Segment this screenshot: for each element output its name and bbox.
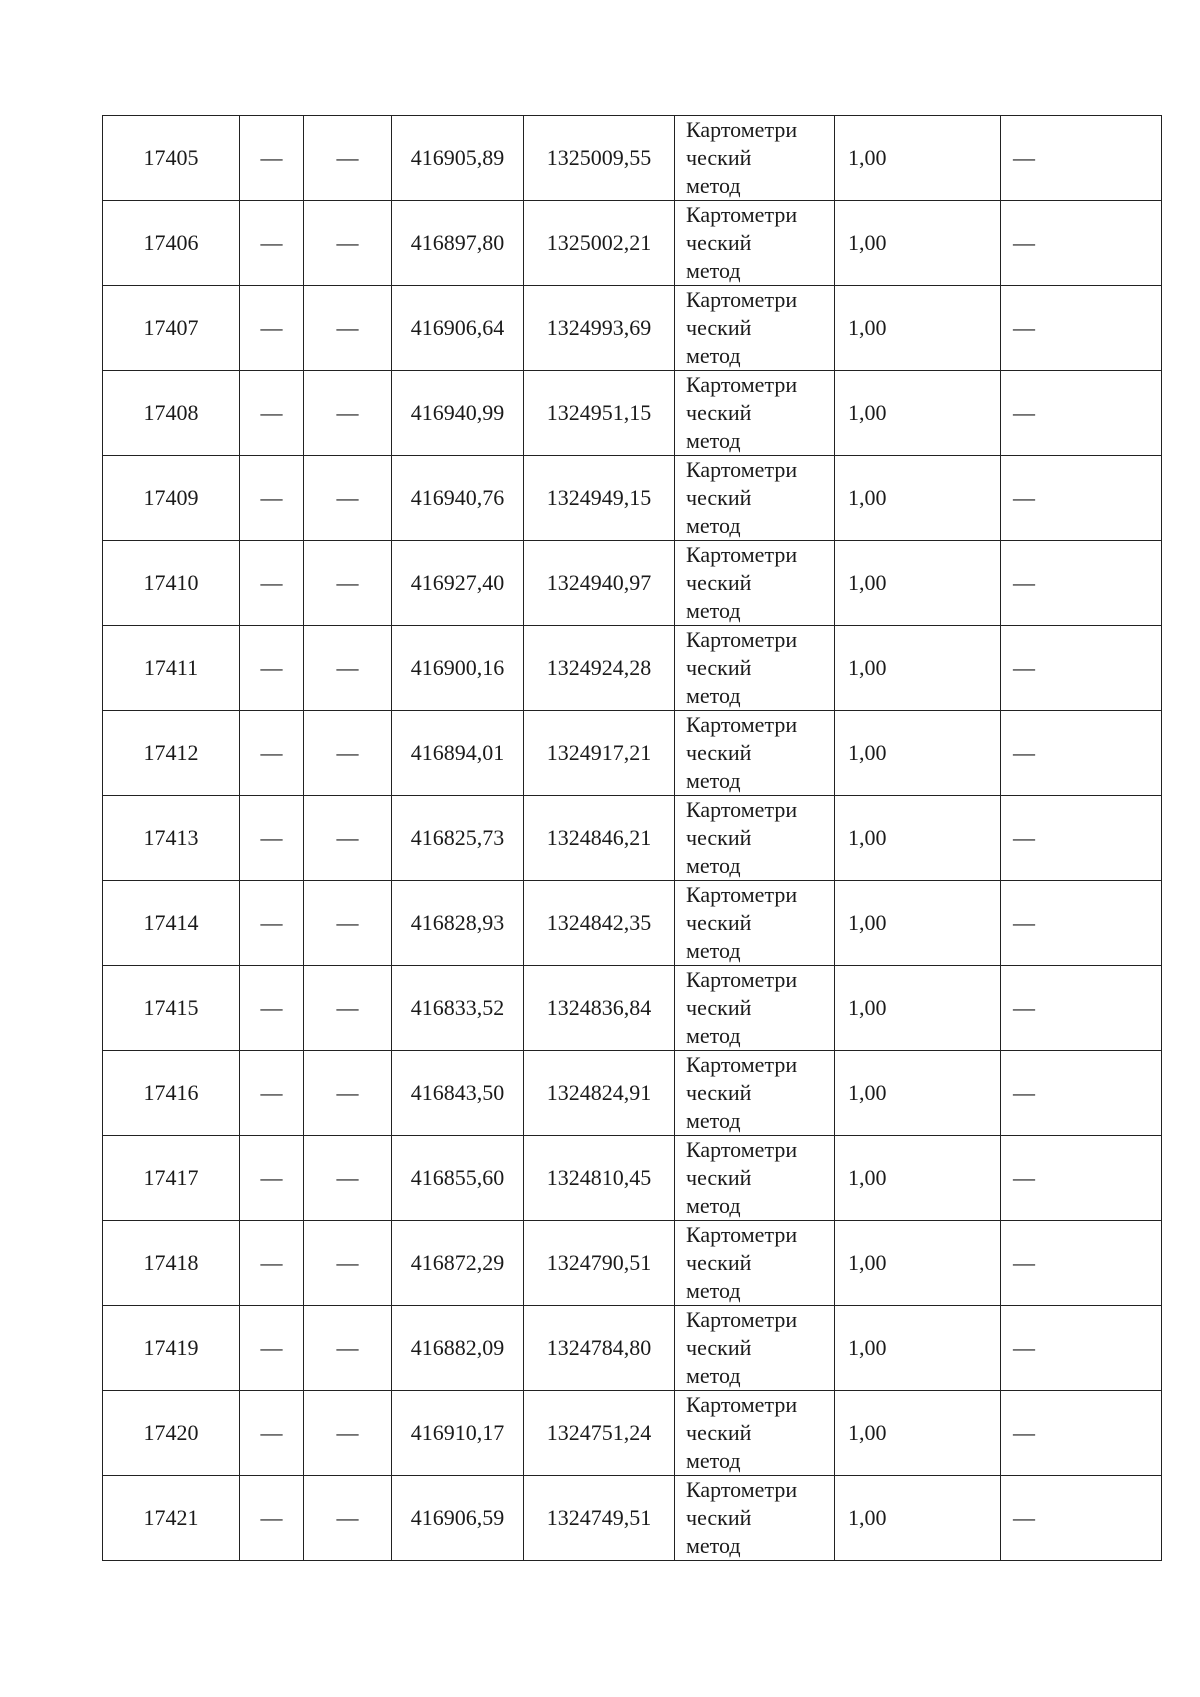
- method-text-line: ческий: [686, 1080, 752, 1105]
- method-text-line: ческий: [686, 1335, 752, 1360]
- y-coordinate-cell: 1324749,51: [524, 1476, 675, 1561]
- method-text-line: метод: [686, 173, 741, 198]
- empty-dash-cell: —: [304, 456, 392, 541]
- empty-dash-cell: —: [304, 116, 392, 201]
- y-coordinate-cell: 1324810,45: [524, 1136, 675, 1221]
- method-text-line: метод: [686, 598, 741, 623]
- empty-dash-cell: —: [1001, 711, 1162, 796]
- method-text-line: метод: [686, 1278, 741, 1303]
- x-coordinate-cell: 416906,59: [392, 1476, 524, 1561]
- table-row: [103, 1476, 1162, 1561]
- x-coordinate-cell: 416906,64: [392, 286, 524, 371]
- method-text-line: ческий: [686, 315, 752, 340]
- empty-dash-cell: —: [304, 1221, 392, 1306]
- method-text-line: метод: [686, 1193, 741, 1218]
- point-number-cell: 17416: [103, 1051, 240, 1136]
- table-row: [103, 371, 1162, 456]
- accuracy-cell: 1,00: [835, 881, 1001, 966]
- empty-dash-cell: —: [1001, 371, 1162, 456]
- accuracy-cell: 1,00: [835, 711, 1001, 796]
- method-text-line: ческий: [686, 1165, 752, 1190]
- empty-dash-cell: —: [304, 1306, 392, 1391]
- method-cell: [675, 1476, 835, 1561]
- empty-dash-cell: —: [240, 1136, 304, 1221]
- empty-dash-cell: —: [1001, 456, 1162, 541]
- method-text-line: Картометри: [686, 287, 798, 312]
- method-text-line: Картометри: [686, 712, 798, 737]
- point-number-cell: 17405: [103, 116, 240, 201]
- x-coordinate-cell: 416894,01: [392, 711, 524, 796]
- accuracy-cell: 1,00: [835, 1221, 1001, 1306]
- method-text-line: метод: [686, 343, 741, 368]
- table-row: [103, 1221, 1162, 1306]
- method-cell: [675, 966, 835, 1051]
- point-number-cell: 17411: [103, 626, 240, 711]
- coordinates-table-body: [103, 116, 1162, 1561]
- method-text-line: метод: [686, 938, 741, 963]
- x-coordinate-cell: 416833,52: [392, 966, 524, 1051]
- method-cell: [675, 881, 835, 966]
- method-text-line: ческий: [686, 910, 752, 935]
- x-coordinate-cell: 416872,29: [392, 1221, 524, 1306]
- method-text-line: Картометри: [686, 1052, 798, 1077]
- y-coordinate-cell: 1324924,28: [524, 626, 675, 711]
- y-coordinate-cell: 1324751,24: [524, 1391, 675, 1476]
- empty-dash-cell: —: [304, 201, 392, 286]
- point-number-cell: 17419: [103, 1306, 240, 1391]
- method-cell: [675, 371, 835, 456]
- method-text-line: Картометри: [686, 1392, 798, 1417]
- empty-dash-cell: —: [1001, 201, 1162, 286]
- empty-dash-cell: —: [1001, 881, 1162, 966]
- method-cell: [675, 201, 835, 286]
- y-coordinate-cell: 1325002,21: [524, 201, 675, 286]
- method-text-line: ческий: [686, 740, 752, 765]
- method-text-line: ческий: [686, 570, 752, 595]
- empty-dash-cell: —: [304, 1136, 392, 1221]
- method-text-line: Картометри: [686, 457, 798, 482]
- method-text-line: Картометри: [686, 797, 798, 822]
- method-cell: [675, 541, 835, 626]
- method-text-line: Картометри: [686, 372, 798, 397]
- method-cell: [675, 626, 835, 711]
- method-text-line: метод: [686, 768, 741, 793]
- empty-dash-cell: —: [240, 711, 304, 796]
- accuracy-cell: 1,00: [835, 626, 1001, 711]
- empty-dash-cell: —: [304, 796, 392, 881]
- method-cell: [675, 1051, 835, 1136]
- y-coordinate-cell: 1324824,91: [524, 1051, 675, 1136]
- accuracy-cell: 1,00: [835, 1391, 1001, 1476]
- accuracy-cell: 1,00: [835, 796, 1001, 881]
- method-text-line: ческий: [686, 400, 752, 425]
- table-row: [103, 456, 1162, 541]
- method-text-line: Картометри: [686, 542, 798, 567]
- table-row: [103, 1051, 1162, 1136]
- method-text-line: Картометри: [686, 967, 798, 992]
- method-text-line: метод: [686, 853, 741, 878]
- empty-dash-cell: —: [240, 1306, 304, 1391]
- method-text-line: Картометри: [686, 1222, 798, 1247]
- x-coordinate-cell: 416843,50: [392, 1051, 524, 1136]
- method-text-line: ческий: [686, 145, 752, 170]
- method-text-line: ческий: [686, 230, 752, 255]
- point-number-cell: 17409: [103, 456, 240, 541]
- point-number-cell: 17412: [103, 711, 240, 796]
- method-text-line: Картометри: [686, 627, 798, 652]
- x-coordinate-cell: 416897,80: [392, 201, 524, 286]
- accuracy-cell: 1,00: [835, 1476, 1001, 1561]
- empty-dash-cell: —: [1001, 286, 1162, 371]
- method-text-line: метод: [686, 428, 741, 453]
- table-row: [103, 796, 1162, 881]
- accuracy-cell: 1,00: [835, 1306, 1001, 1391]
- table-row: [103, 1136, 1162, 1221]
- empty-dash-cell: —: [1001, 626, 1162, 711]
- method-cell: [675, 796, 835, 881]
- method-cell: [675, 1221, 835, 1306]
- point-number-cell: 17410: [103, 541, 240, 626]
- point-number-cell: 17413: [103, 796, 240, 881]
- empty-dash-cell: —: [240, 371, 304, 456]
- empty-dash-cell: —: [1001, 1221, 1162, 1306]
- accuracy-cell: 1,00: [835, 371, 1001, 456]
- table-row: [103, 1306, 1162, 1391]
- point-number-cell: 17421: [103, 1476, 240, 1561]
- method-text-line: Картометри: [686, 1137, 798, 1162]
- empty-dash-cell: —: [240, 456, 304, 541]
- coordinates-table: [102, 115, 1162, 1561]
- x-coordinate-cell: 416900,16: [392, 626, 524, 711]
- point-number-cell: 17406: [103, 201, 240, 286]
- point-number-cell: 17415: [103, 966, 240, 1051]
- accuracy-cell: 1,00: [835, 1051, 1001, 1136]
- table-row: [103, 541, 1162, 626]
- empty-dash-cell: —: [1001, 796, 1162, 881]
- empty-dash-cell: —: [240, 966, 304, 1051]
- x-coordinate-cell: 416828,93: [392, 881, 524, 966]
- y-coordinate-cell: 1324846,21: [524, 796, 675, 881]
- method-cell: [675, 1136, 835, 1221]
- method-text-line: ческий: [686, 655, 752, 680]
- empty-dash-cell: —: [240, 1391, 304, 1476]
- method-text-line: метод: [686, 1108, 741, 1133]
- accuracy-cell: 1,00: [835, 201, 1001, 286]
- x-coordinate-cell: 416910,17: [392, 1391, 524, 1476]
- empty-dash-cell: —: [1001, 541, 1162, 626]
- empty-dash-cell: —: [240, 626, 304, 711]
- accuracy-cell: 1,00: [835, 541, 1001, 626]
- empty-dash-cell: —: [304, 286, 392, 371]
- empty-dash-cell: —: [240, 541, 304, 626]
- method-text-line: метод: [686, 1363, 741, 1388]
- method-text-line: метод: [686, 258, 741, 283]
- method-cell: [675, 1306, 835, 1391]
- method-text-line: ческий: [686, 825, 752, 850]
- x-coordinate-cell: 416940,99: [392, 371, 524, 456]
- accuracy-cell: 1,00: [835, 286, 1001, 371]
- accuracy-cell: 1,00: [835, 116, 1001, 201]
- method-cell: [675, 456, 835, 541]
- y-coordinate-cell: 1324917,21: [524, 711, 675, 796]
- empty-dash-cell: —: [1001, 1391, 1162, 1476]
- method-text-line: ческий: [686, 1250, 752, 1275]
- x-coordinate-cell: 416882,09: [392, 1306, 524, 1391]
- y-coordinate-cell: 1324790,51: [524, 1221, 675, 1306]
- x-coordinate-cell: 416855,60: [392, 1136, 524, 1221]
- table-row: [103, 881, 1162, 966]
- point-number-cell: 17414: [103, 881, 240, 966]
- table-row: [103, 286, 1162, 371]
- method-cell: [675, 116, 835, 201]
- table-row: [103, 626, 1162, 711]
- y-coordinate-cell: 1325009,55: [524, 116, 675, 201]
- y-coordinate-cell: 1324949,15: [524, 456, 675, 541]
- empty-dash-cell: —: [304, 1051, 392, 1136]
- x-coordinate-cell: 416940,76: [392, 456, 524, 541]
- x-coordinate-cell: 416825,73: [392, 796, 524, 881]
- y-coordinate-cell: 1324836,84: [524, 966, 675, 1051]
- method-text-line: Картометри: [686, 1307, 798, 1332]
- empty-dash-cell: —: [1001, 1136, 1162, 1221]
- method-text-line: Картометри: [686, 1477, 798, 1502]
- method-text-line: Картометри: [686, 202, 798, 227]
- method-cell: [675, 286, 835, 371]
- x-coordinate-cell: 416905,89: [392, 116, 524, 201]
- y-coordinate-cell: 1324784,80: [524, 1306, 675, 1391]
- empty-dash-cell: —: [1001, 1476, 1162, 1561]
- method-text-line: ческий: [686, 1420, 752, 1445]
- table-row: [103, 201, 1162, 286]
- method-text-line: ческий: [686, 995, 752, 1020]
- empty-dash-cell: —: [304, 711, 392, 796]
- method-text-line: Картометри: [686, 117, 798, 142]
- empty-dash-cell: —: [240, 116, 304, 201]
- method-text-line: ческий: [686, 485, 752, 510]
- empty-dash-cell: —: [240, 1051, 304, 1136]
- method-text-line: метод: [686, 513, 741, 538]
- method-text-line: метод: [686, 1533, 741, 1558]
- method-cell: [675, 1391, 835, 1476]
- method-text-line: ческий: [686, 1505, 752, 1530]
- empty-dash-cell: —: [304, 626, 392, 711]
- method-cell: [675, 711, 835, 796]
- table-row: [103, 711, 1162, 796]
- point-number-cell: 17418: [103, 1221, 240, 1306]
- y-coordinate-cell: 1324842,35: [524, 881, 675, 966]
- point-number-cell: 17408: [103, 371, 240, 456]
- accuracy-cell: 1,00: [835, 966, 1001, 1051]
- empty-dash-cell: —: [304, 1391, 392, 1476]
- method-text-line: метод: [686, 683, 741, 708]
- y-coordinate-cell: 1324940,97: [524, 541, 675, 626]
- accuracy-cell: 1,00: [835, 1136, 1001, 1221]
- table-row: [103, 116, 1162, 201]
- empty-dash-cell: —: [240, 796, 304, 881]
- empty-dash-cell: —: [240, 1476, 304, 1561]
- empty-dash-cell: —: [1001, 1051, 1162, 1136]
- empty-dash-cell: —: [1001, 1306, 1162, 1391]
- table-row: [103, 966, 1162, 1051]
- empty-dash-cell: —: [240, 201, 304, 286]
- empty-dash-cell: —: [304, 541, 392, 626]
- method-text-line: метод: [686, 1448, 741, 1473]
- empty-dash-cell: —: [304, 1476, 392, 1561]
- empty-dash-cell: —: [240, 286, 304, 371]
- empty-dash-cell: —: [304, 371, 392, 456]
- point-number-cell: 17407: [103, 286, 240, 371]
- empty-dash-cell: —: [240, 1221, 304, 1306]
- empty-dash-cell: —: [304, 966, 392, 1051]
- y-coordinate-cell: 1324993,69: [524, 286, 675, 371]
- accuracy-cell: 1,00: [835, 456, 1001, 541]
- empty-dash-cell: —: [1001, 116, 1162, 201]
- empty-dash-cell: —: [1001, 966, 1162, 1051]
- empty-dash-cell: —: [240, 881, 304, 966]
- point-number-cell: 17417: [103, 1136, 240, 1221]
- method-text-line: Картометри: [686, 882, 798, 907]
- method-text-line: метод: [686, 1023, 741, 1048]
- point-number-cell: 17420: [103, 1391, 240, 1476]
- empty-dash-cell: —: [304, 881, 392, 966]
- x-coordinate-cell: 416927,40: [392, 541, 524, 626]
- table-row: [103, 1391, 1162, 1476]
- y-coordinate-cell: 1324951,15: [524, 371, 675, 456]
